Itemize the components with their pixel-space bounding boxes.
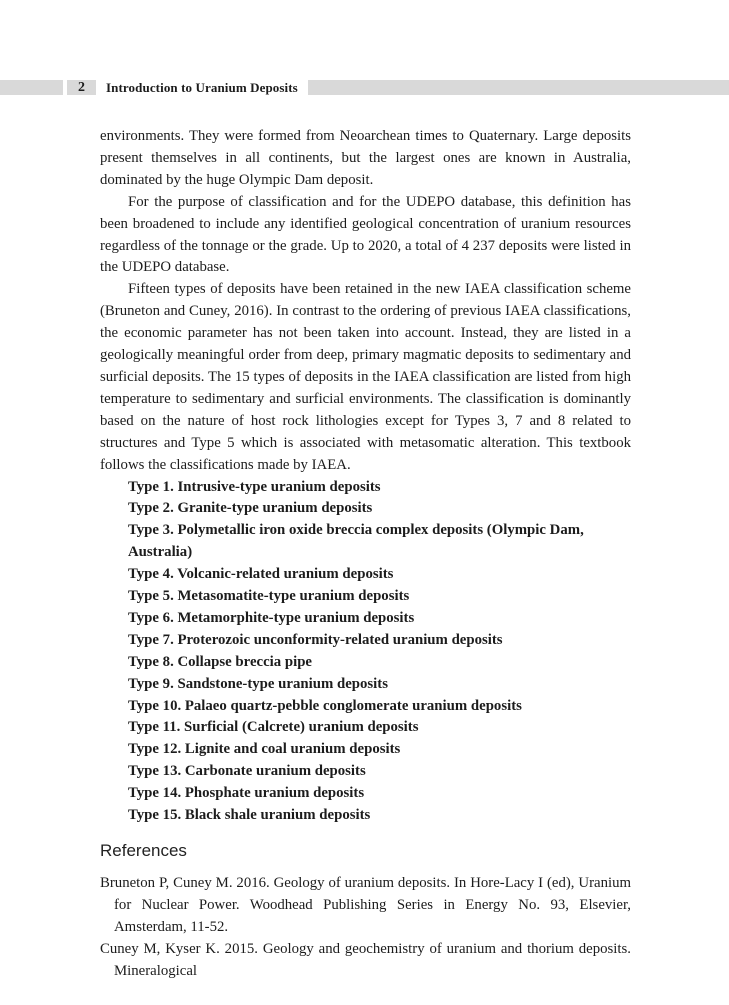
deposit-type-item-7: Type 7. Proterozoic unconformity-related uranium deposits — [128, 631, 503, 648]
reference-entry-2: Cuney M, Kyser K. 2015. Geology and geochemistry of uranium and thorium deposits. Mineralogical — [100, 940, 631, 979]
header-rule-left — [0, 80, 63, 95]
deposit-type-item-9: Type 9. Sandstone-type uranium deposits — [128, 675, 388, 692]
chapter-title: Introduction to Uranium Deposits — [106, 79, 298, 95]
deposit-type-item-14: Type 14. Phosphate uranium deposits — [128, 785, 365, 802]
paragraph-3: Fifteen types of deposits have been retained in the new IAEA classification scheme (Bruneton and Cuney, 2016). In contrast to the ordering of previous IAEA classifications, the economic parameter has not been taken into account. Instead, they are listed in a geologically meaningful order from deep, primary magmatic deposits to sedimentary and surficial deposits. The 15 types of deposits in the IAEA classification are listed from high temperature to sedimentary and surficial environments. The classification is dominantly based on the nature of host rock lithologies except for Types 3, 7 and 8 related to structures and Type 5 which is associated with metasomatic alteration. This textbook follows the classifications made by IAEA. — [100, 281, 631, 473]
deposit-type-item-10: Type 10. Palaeo quartz-pebble conglomerate uranium deposits — [128, 697, 522, 714]
deposit-type-item-4: Type 4. Volcanic-related uranium deposits — [128, 566, 394, 583]
deposit-type-item-11: Type 11. Surficial (Calcrete) uranium deposits — [128, 719, 419, 736]
deposit-type-item-12: Type 12. Lignite and coal uranium deposits — [128, 741, 401, 758]
reference-entry-1: Bruneton P, Cuney M. 2016. Geology of uranium deposits. In Hore-Lacy I (ed), Uranium for Nuclear Power. Woodhead Publishing Series in Energy No. 93, Elsevier, Amsterdam, 11-52. — [100, 875, 631, 935]
references-heading: References — [100, 841, 187, 860]
deposit-type-item-3: Type 3. Polymetallic iron oxide breccia complex deposits (Olympic Dam, Australia) — [128, 522, 584, 561]
paragraph-2: For the purpose of classification and for the UDEPO database, this definition has been broadened to include any identified geological concentration of uranium resources regardless of the tonnage or the grade. Up to 2020, a total of 4 237 deposits were listed in the UDEPO database. — [100, 193, 631, 276]
deposit-type-item-15: Type 15. Black shale uranium deposits — [128, 807, 371, 824]
deposit-type-item-13: Type 13. Carbonate uranium deposits — [128, 763, 366, 780]
page-number: 2 — [78, 80, 85, 95]
deposit-type-list — [100, 477, 631, 828]
deposit-type-item-5: Type 5. Metasomatite-type uranium deposits — [128, 588, 410, 605]
running-header — [0, 79, 729, 96]
deposit-type-item-2: Type 2. Granite-type uranium deposits — [128, 500, 373, 517]
paragraph-1: environments. They were formed from Neoarchean times to Quaternary. Large deposits present themselves in all continents, but the largest ones are known in Australia, dominated by the huge Olympic Dam deposit. — [100, 128, 631, 188]
deposit-type-item-6: Type 6. Metamorphite-type uranium deposits — [128, 609, 415, 626]
page-body — [100, 126, 631, 983]
deposit-type-item-8: Type 8. Collapse breccia pipe — [128, 653, 312, 670]
page-number-box — [67, 80, 96, 95]
header-rule-right — [308, 80, 729, 95]
deposit-type-item-1: Type 1. Intrusive-type uranium deposits — [128, 478, 381, 495]
